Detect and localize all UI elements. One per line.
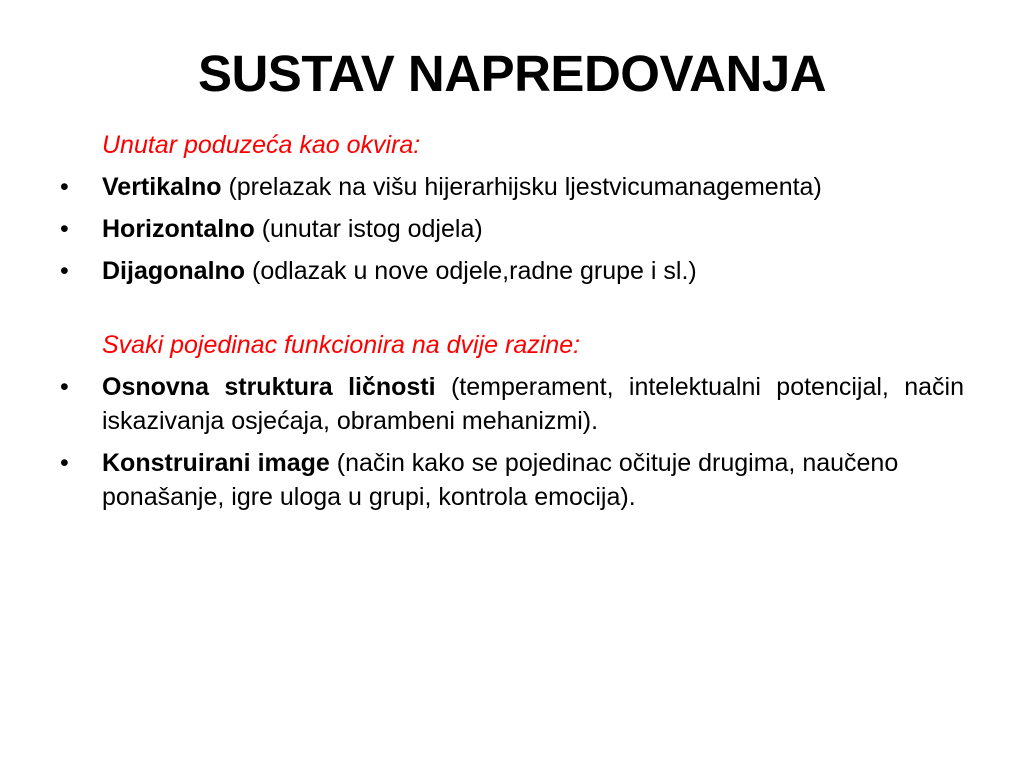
slide-title: SUSTAV NAPREDOVANJA [197, 45, 827, 102]
description-personality-structure: (temperament, intelektualni potencijal, način iskazivanja osjećaja, obrambeni mehanizmi). [102, 373, 964, 435]
bullet-icon: • [60, 373, 69, 401]
slide-body [60, 128, 964, 522]
individual-levels-list [60, 370, 964, 514]
section-heading-two-levels: Svaki pojedinac funkcionira na dvije razine: [102, 331, 581, 359]
list-item-constructed-image [60, 446, 964, 514]
description-constructed-image: (način kako se pojedinac očituje drugima, naučeno ponašanje, igre uloga u grupi, kontrola emocija). [102, 449, 899, 511]
term-diagonal: Dijagonalno [102, 257, 246, 285]
bullet-icon: • [60, 449, 69, 477]
description-horizontal: (unutar istog odjela) [254, 215, 483, 243]
description-vertical: (prelazak na višu hijerarhijsku ljestvicumanagementa) [221, 173, 822, 201]
list-item-diagonal [60, 254, 964, 288]
list-item-vertical [60, 170, 964, 204]
description-diagonal: (odlazak u nove odjele,radne grupe i sl.) [245, 257, 697, 285]
bullet-icon: • [60, 257, 69, 285]
term-constructed-image: Konstruirani image [102, 449, 330, 477]
term-horizontal: Horizontalno [102, 215, 255, 243]
term-personality-structure: Osnovna struktura ličnosti [102, 373, 436, 401]
list-item-personality-structure [60, 370, 964, 438]
advancement-types-list [60, 170, 964, 288]
term-vertical: Vertikalno [102, 173, 222, 201]
list-item-horizontal [60, 212, 964, 246]
section-heading-within-company: Unutar poduzeća kao okvira: [102, 131, 421, 159]
bullet-icon: • [60, 173, 69, 201]
bullet-icon: • [60, 215, 69, 243]
